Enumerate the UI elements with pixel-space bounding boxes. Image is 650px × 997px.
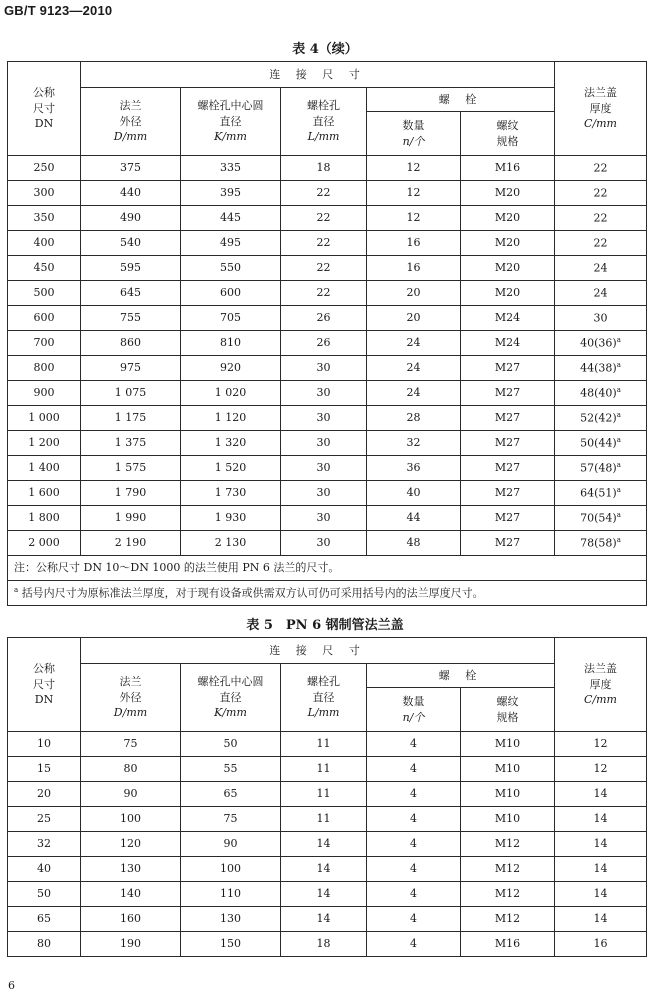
table-cell: 1 200 — [8, 431, 81, 456]
table-cell: 4 — [367, 832, 461, 857]
col-header-cover-thickness: 法兰盖 厚度 C/mm — [555, 62, 647, 156]
col-header-bolt: 螺 栓 — [367, 88, 555, 112]
table-cell: 4 — [367, 732, 461, 757]
table-cell: $48(40)^a$ — [555, 381, 647, 406]
table-cell: 1 375 — [81, 431, 181, 456]
table-cell: 24 — [555, 281, 647, 306]
table-cell: 860 — [81, 331, 181, 356]
table-cell: 22 — [281, 256, 367, 281]
table-cell: 120 — [81, 832, 181, 857]
table-row — [8, 782, 647, 807]
table-cell: 22 — [555, 156, 647, 181]
table-cell: 24 — [367, 356, 461, 381]
table-cell: 300 — [8, 181, 81, 206]
table-cell: 30 — [281, 381, 367, 406]
table-cell: 600 — [181, 281, 281, 306]
table-cell: 1 520 — [181, 456, 281, 481]
table-cell: 335 — [181, 156, 281, 181]
col-header-bolt-thread: 螺纹 规格 — [461, 688, 555, 732]
col-header-flange-od: 法兰 外径 D/mm — [81, 664, 181, 732]
table-row — [8, 181, 647, 206]
table-cell: 705 — [181, 306, 281, 331]
table-cell: 1 175 — [81, 406, 181, 431]
table-cell: 12 — [367, 156, 461, 181]
table-cell: 4 — [367, 782, 461, 807]
table4 — [7, 61, 647, 606]
table-cell: $64(51)^a$ — [555, 481, 647, 506]
table-cell: 1 075 — [81, 381, 181, 406]
table-cell: M27 — [461, 356, 555, 381]
table-cell: 30 — [281, 456, 367, 481]
table-cell: 14 — [281, 882, 367, 907]
col-header-connection: 连 接 尺 寸 — [81, 62, 555, 88]
table-row — [8, 506, 647, 531]
table-cell: 800 — [8, 356, 81, 381]
table-cell: 190 — [81, 932, 181, 957]
table-cell: 445 — [181, 206, 281, 231]
table-cell: 1 000 — [8, 406, 81, 431]
table-cell: 22 — [555, 231, 647, 256]
table-cell: 40 — [8, 857, 81, 882]
table-cell: $50(44)^a$ — [555, 431, 647, 456]
table-cell: 1 320 — [181, 431, 281, 456]
table-cell: 1 730 — [181, 481, 281, 506]
table-cell: M20 — [461, 256, 555, 281]
table-cell: 920 — [181, 356, 281, 381]
table-cell: 20 — [367, 281, 461, 306]
table-cell: 22 — [281, 281, 367, 306]
table-cell: 375 — [81, 156, 181, 181]
table-cell: 65 — [181, 782, 281, 807]
table-row — [8, 231, 647, 256]
table-row — [8, 306, 647, 331]
table-cell: M10 — [461, 732, 555, 757]
table-cell: 14 — [555, 782, 647, 807]
col-header-dn: 公称 尺寸 DN — [8, 638, 81, 732]
table-row — [8, 857, 647, 882]
table-row — [8, 807, 647, 832]
table-cell: M24 — [461, 331, 555, 356]
table-cell: $44(38)^a$ — [555, 356, 647, 381]
table-cell: M10 — [461, 807, 555, 832]
table-cell: 500 — [8, 281, 81, 306]
table-cell: 11 — [281, 807, 367, 832]
table-cell: 350 — [8, 206, 81, 231]
table-cell: 15 — [8, 757, 81, 782]
table-cell: 14 — [555, 857, 647, 882]
table-cell: 65 — [8, 907, 81, 932]
table-cell: 75 — [181, 807, 281, 832]
table-cell: M27 — [461, 431, 555, 456]
table-cell: 1 120 — [181, 406, 281, 431]
table-cell: 130 — [81, 857, 181, 882]
col-header-bolt-hole: 螺栓孔 直径 L/mm — [281, 88, 367, 156]
table-cell: $78(58)^a$ — [555, 531, 647, 556]
table-cell: 11 — [281, 732, 367, 757]
table-cell: 20 — [367, 306, 461, 331]
table-cell: 30 — [281, 481, 367, 506]
table-cell: M27 — [461, 531, 555, 556]
table-cell: M27 — [461, 381, 555, 406]
table-cell: 12 — [367, 181, 461, 206]
table-cell: 550 — [181, 256, 281, 281]
table-cell: 1 020 — [181, 381, 281, 406]
col-header-flange-od: 法兰 外径 D/mm — [81, 88, 181, 156]
table-cell: M10 — [461, 782, 555, 807]
table-row — [8, 431, 647, 456]
table-row — [8, 456, 647, 481]
table-cell: 24 — [367, 381, 461, 406]
table-cell: 14 — [281, 832, 367, 857]
table-cell: M12 — [461, 857, 555, 882]
table-cell: 20 — [8, 782, 81, 807]
col-header-connection: 连 接 尺 寸 — [81, 638, 555, 664]
table-row — [8, 531, 647, 556]
table-cell: M20 — [461, 231, 555, 256]
col-header-bolt-hole: 螺栓孔 直径 L/mm — [281, 664, 367, 732]
table-cell: 450 — [8, 256, 81, 281]
table-cell: 25 — [8, 807, 81, 832]
table-cell: 4 — [367, 757, 461, 782]
table-cell: 28 — [367, 406, 461, 431]
table-row — [8, 907, 647, 932]
table-cell: 32 — [367, 431, 461, 456]
table-cell: 100 — [81, 807, 181, 832]
table-cell: M12 — [461, 832, 555, 857]
table4-footnote: $^a$ 括号内尺寸为原标准法兰厚度，对于现有设备或供需双方认可仍可采用括号内的法兰厚度尺寸。 — [8, 581, 647, 606]
table-cell: 160 — [81, 907, 181, 932]
table-cell: 11 — [281, 782, 367, 807]
table5-title: 表 5 PN 6 钢制管法兰盖 — [246, 618, 404, 633]
table-cell: 440 — [81, 181, 181, 206]
table-cell: 395 — [181, 181, 281, 206]
table-cell: 150 — [181, 932, 281, 957]
table-cell: 30 — [281, 506, 367, 531]
table-cell: 75 — [81, 732, 181, 757]
table-cell: 645 — [81, 281, 181, 306]
table-cell: 490 — [81, 206, 181, 231]
table-cell: 48 — [367, 531, 461, 556]
col-header-bolt-qty: 数量 n/个 — [367, 112, 461, 156]
table-cell: M27 — [461, 481, 555, 506]
table-cell: 140 — [81, 882, 181, 907]
col-header-bolt-circle: 螺栓孔中心圆 直径 K/mm — [181, 88, 281, 156]
table4-note: 注：公称尺寸 DN 10～DN 1000 的法兰使用 PN 6 法兰的尺寸。 — [8, 556, 647, 581]
table-cell: M24 — [461, 306, 555, 331]
table-cell: 4 — [367, 857, 461, 882]
table-cell: 80 — [81, 757, 181, 782]
table-cell: 30 — [281, 531, 367, 556]
table-row — [8, 882, 647, 907]
table-row — [8, 481, 647, 506]
table-row — [8, 206, 647, 231]
table4-title: 表 4（续） — [292, 42, 358, 57]
table-cell: 14 — [555, 832, 647, 857]
table-cell: 40 — [367, 481, 461, 506]
table-cell: 12 — [555, 732, 647, 757]
table-cell: 18 — [281, 156, 367, 181]
col-header-bolt-qty: 数量 n/个 — [367, 688, 461, 732]
table5 — [7, 637, 647, 957]
table-cell: 700 — [8, 331, 81, 356]
table-cell: 26 — [281, 331, 367, 356]
table-cell: 14 — [555, 907, 647, 932]
table-cell: 90 — [81, 782, 181, 807]
table-cell: 16 — [367, 231, 461, 256]
table-cell: M27 — [461, 456, 555, 481]
table-cell: $40(36)^a$ — [555, 331, 647, 356]
table-row — [8, 156, 647, 181]
table-cell: 30 — [555, 306, 647, 331]
table-cell: 22 — [281, 231, 367, 256]
standard-code: GB/T 9123—2010 — [4, 3, 113, 18]
table-cell: 2 130 — [181, 531, 281, 556]
col-header-cover-thickness: 法兰盖 厚度 C/mm — [555, 638, 647, 732]
table-cell: 4 — [367, 932, 461, 957]
table-cell: 24 — [555, 256, 647, 281]
table-cell: 495 — [181, 231, 281, 256]
table-cell: 14 — [281, 857, 367, 882]
table-cell: 80 — [8, 932, 81, 957]
table-cell: 32 — [8, 832, 81, 857]
table-cell: 30 — [281, 406, 367, 431]
table-row — [8, 256, 647, 281]
table-cell: $52(42)^a$ — [555, 406, 647, 431]
table-cell: 30 — [281, 431, 367, 456]
table-cell: 4 — [367, 807, 461, 832]
table-cell: 55 — [181, 757, 281, 782]
table-cell: 1 990 — [81, 506, 181, 531]
table-cell: M10 — [461, 757, 555, 782]
table-cell: 4 — [367, 882, 461, 907]
col-header-dn: 公称 尺寸 DN — [8, 62, 81, 156]
table-cell: 16 — [555, 932, 647, 957]
table-row — [8, 757, 647, 782]
table-cell: 1 575 — [81, 456, 181, 481]
table-row — [8, 932, 647, 957]
table-cell: 22 — [555, 181, 647, 206]
table-cell: 18 — [281, 932, 367, 957]
table-cell: 1 930 — [181, 506, 281, 531]
table-cell: 10 — [8, 732, 81, 757]
table-cell: 2 190 — [81, 531, 181, 556]
table-cell: M12 — [461, 907, 555, 932]
table-row — [8, 406, 647, 431]
table-cell: $57(48)^a$ — [555, 456, 647, 481]
table-cell: 36 — [367, 456, 461, 481]
table-cell: M27 — [461, 506, 555, 531]
table-cell: 26 — [281, 306, 367, 331]
table-cell: 12 — [367, 206, 461, 231]
table-cell: 22 — [281, 206, 367, 231]
table-cell: M12 — [461, 882, 555, 907]
table-cell: 110 — [181, 882, 281, 907]
table-cell: 595 — [81, 256, 181, 281]
table-cell: $70(54)^a$ — [555, 506, 647, 531]
table-cell: M27 — [461, 406, 555, 431]
table-cell: M20 — [461, 181, 555, 206]
table-cell: 30 — [281, 356, 367, 381]
table-cell: M20 — [461, 206, 555, 231]
table-cell: 11 — [281, 757, 367, 782]
table-cell: 14 — [281, 907, 367, 932]
table-cell: 1 600 — [8, 481, 81, 506]
table-row — [8, 331, 647, 356]
table-row — [8, 381, 647, 406]
table-cell: 975 — [81, 356, 181, 381]
table-row — [8, 732, 647, 757]
table-cell: 250 — [8, 156, 81, 181]
table-cell: 12 — [555, 757, 647, 782]
table-cell: 540 — [81, 231, 181, 256]
table-cell: 16 — [367, 256, 461, 281]
table-cell: 14 — [555, 882, 647, 907]
table-cell: 14 — [555, 807, 647, 832]
table-cell: 50 — [8, 882, 81, 907]
col-header-bolt-thread: 螺纹 规格 — [461, 112, 555, 156]
table-cell: 130 — [181, 907, 281, 932]
table-cell: 600 — [8, 306, 81, 331]
table-cell: 50 — [181, 732, 281, 757]
table-cell: 1 790 — [81, 481, 181, 506]
table-cell: 90 — [181, 832, 281, 857]
page-number: 6 — [8, 979, 15, 992]
col-header-bolt-circle: 螺栓孔中心圆 直径 K/mm — [181, 664, 281, 732]
table-cell: M16 — [461, 156, 555, 181]
table-cell: 1 400 — [8, 456, 81, 481]
table-cell: 24 — [367, 331, 461, 356]
table-cell: 44 — [367, 506, 461, 531]
table-cell: M16 — [461, 932, 555, 957]
table-cell: 900 — [8, 381, 81, 406]
table-cell: 400 — [8, 231, 81, 256]
table-cell: 755 — [81, 306, 181, 331]
table-cell: M20 — [461, 281, 555, 306]
table-row — [8, 832, 647, 857]
table-cell: 4 — [367, 907, 461, 932]
table-cell: 810 — [181, 331, 281, 356]
table-cell: 22 — [555, 206, 647, 231]
table-cell: 22 — [281, 181, 367, 206]
table-cell: 100 — [181, 857, 281, 882]
col-header-bolt: 螺 栓 — [367, 664, 555, 688]
table-cell: 2 000 — [8, 531, 81, 556]
table-row — [8, 281, 647, 306]
table-row — [8, 356, 647, 381]
table-cell: 1 800 — [8, 506, 81, 531]
